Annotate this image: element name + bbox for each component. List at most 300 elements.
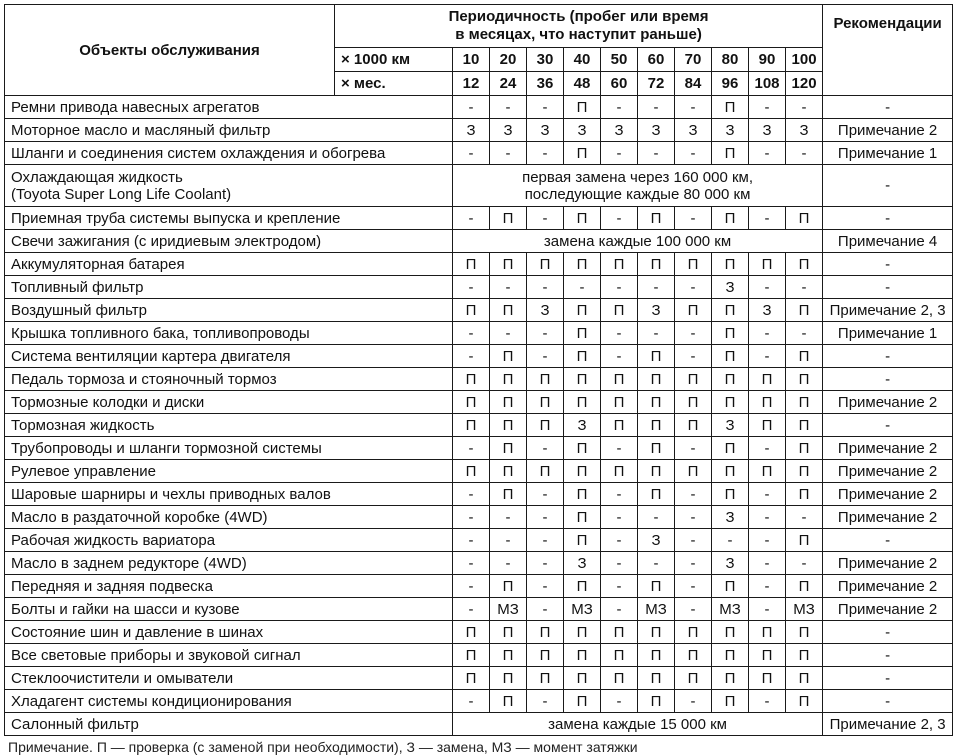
schedule-cell: З	[712, 506, 749, 529]
schedule-cell: П	[712, 391, 749, 414]
schedule-cell: П	[638, 690, 675, 713]
schedule-cell: П	[490, 690, 527, 713]
schedule-cell: П	[564, 690, 601, 713]
table-row	[5, 667, 953, 690]
schedule-cell: З	[675, 119, 712, 142]
schedule-cell: П	[453, 644, 490, 667]
table-row	[5, 690, 953, 713]
table-row	[5, 598, 953, 621]
schedule-cell: П	[786, 621, 823, 644]
row-object-name	[5, 690, 453, 713]
km-40: 40	[564, 48, 601, 72]
row-recommendation: -	[823, 414, 953, 437]
row-object-name	[5, 713, 453, 736]
row-object-name	[5, 345, 453, 368]
schedule-cell: -	[453, 529, 490, 552]
schedule-cell: П	[712, 207, 749, 230]
schedule-cell: З	[564, 414, 601, 437]
schedule-cell: П	[638, 414, 675, 437]
table-row	[5, 552, 953, 575]
schedule-cell: -	[749, 322, 786, 345]
row-object-name	[5, 207, 453, 230]
schedule-cell: МЗ	[490, 598, 527, 621]
row-object-label: Рулевое управление	[11, 462, 156, 480]
km-50: 50	[601, 48, 638, 72]
schedule-cell: -	[453, 598, 490, 621]
schedule-cell: П	[490, 621, 527, 644]
row-object-name	[5, 299, 453, 322]
months-48: 48	[564, 72, 601, 96]
schedule-cell: -	[601, 322, 638, 345]
schedule-cell: -	[527, 690, 564, 713]
schedule-cell: П	[749, 391, 786, 414]
schedule-cell: -	[675, 276, 712, 299]
schedule-cell: П	[638, 621, 675, 644]
schedule-cell: П	[564, 253, 601, 276]
schedule-cell: П	[564, 322, 601, 345]
schedule-cell: -	[786, 506, 823, 529]
schedule-cell: П	[564, 96, 601, 119]
schedule-cell: П	[638, 207, 675, 230]
km-70: 70	[675, 48, 712, 72]
schedule-cell: -	[638, 142, 675, 165]
schedule-cell: МЗ	[638, 598, 675, 621]
schedule-cell: З	[527, 119, 564, 142]
schedule-cell: П	[490, 644, 527, 667]
schedule-cell: -	[527, 96, 564, 119]
schedule-cell: П	[564, 667, 601, 690]
schedule-cell: П	[453, 667, 490, 690]
row-recommendation: -	[823, 96, 953, 119]
schedule-cell: -	[675, 529, 712, 552]
schedule-cell: П	[749, 414, 786, 437]
schedule-cell: П	[786, 529, 823, 552]
schedule-cell: П	[638, 345, 675, 368]
maintenance-schedule	[4, 4, 953, 736]
row-recommendation: -	[823, 345, 953, 368]
table-row	[5, 575, 953, 598]
schedule-cell: -	[749, 142, 786, 165]
row-recommendation: -	[823, 207, 953, 230]
table-row	[5, 142, 953, 165]
months-60: 60	[601, 72, 638, 96]
schedule-cell: П	[786, 667, 823, 690]
row-recommendation: -	[823, 253, 953, 276]
schedule-cell: -	[749, 276, 786, 299]
schedule-cell: П	[675, 391, 712, 414]
schedule-cell: П	[712, 644, 749, 667]
schedule-cell: П	[453, 621, 490, 644]
schedule-cell: -	[527, 207, 564, 230]
table-row	[5, 345, 953, 368]
row-recommendation: Примечание 2	[823, 483, 953, 506]
schedule-cell: П	[527, 667, 564, 690]
months-96: 96	[712, 72, 749, 96]
schedule-cell: З	[749, 119, 786, 142]
schedule-cell: -	[490, 322, 527, 345]
schedule-cell: -	[601, 575, 638, 598]
row-object-label: Трубопроводы и шланги тормозной системы	[11, 439, 322, 457]
schedule-cell: -	[453, 552, 490, 575]
table-row	[5, 437, 953, 460]
schedule-cell: П	[453, 460, 490, 483]
schedule-cell: П	[712, 437, 749, 460]
schedule-cell: П	[564, 644, 601, 667]
row-object-label: Хладагент системы кондиционирования	[11, 692, 292, 710]
header-recommendations: Рекомендации	[823, 5, 953, 96]
schedule-cell: МЗ	[786, 598, 823, 621]
schedule-cell: З	[638, 299, 675, 322]
schedule-cell: -	[749, 483, 786, 506]
schedule-cell: -	[453, 575, 490, 598]
row-recommendation: -	[823, 165, 953, 207]
table-row	[5, 253, 953, 276]
schedule-cell: -	[786, 96, 823, 119]
schedule-cell: -	[675, 207, 712, 230]
km-60: 60	[638, 48, 675, 72]
row-object-label: Все световые приборы и звуковой сигнал	[11, 646, 301, 664]
months-72: 72	[638, 72, 675, 96]
schedule-cell: -	[453, 437, 490, 460]
schedule-cell: З	[712, 119, 749, 142]
schedule-cell: -	[453, 506, 490, 529]
schedule-cell: П	[564, 142, 601, 165]
schedule-cell: П	[786, 575, 823, 598]
schedule-cell: П	[490, 437, 527, 460]
table-row	[5, 529, 953, 552]
schedule-cell: П	[675, 253, 712, 276]
schedule-cell: П	[786, 414, 823, 437]
table-row	[5, 299, 953, 322]
schedule-cell: П	[786, 391, 823, 414]
schedule-cell: -	[675, 437, 712, 460]
row-object-name	[5, 230, 453, 253]
schedule-cell: П	[453, 368, 490, 391]
schedule-cell: П	[601, 299, 638, 322]
row-object-name	[5, 322, 453, 345]
row-recommendation: Примечание 2	[823, 598, 953, 621]
row-recommendation: -	[823, 276, 953, 299]
row-object-name	[5, 460, 453, 483]
km-label: × 1000 км	[335, 48, 453, 72]
schedule-cell: З	[712, 276, 749, 299]
row-recommendation: Примечание 2, 3	[823, 299, 953, 322]
km-20: 20	[490, 48, 527, 72]
row-object-label: Тормозные колодки и диски	[11, 393, 205, 411]
schedule-cell: З	[712, 414, 749, 437]
km-80: 80	[712, 48, 749, 72]
schedule-cell: -	[749, 598, 786, 621]
row-object-name	[5, 276, 453, 299]
row-object-name	[5, 142, 453, 165]
schedule-cell: П	[527, 460, 564, 483]
row-recommendation: -	[823, 529, 953, 552]
schedule-cell: П	[638, 368, 675, 391]
row-object-name	[5, 667, 453, 690]
schedule-cell: П	[453, 299, 490, 322]
schedule-cell: П	[490, 345, 527, 368]
row-object-name	[5, 621, 453, 644]
row-object-name	[5, 391, 453, 414]
schedule-cell: З	[601, 119, 638, 142]
schedule-cell: -	[675, 506, 712, 529]
schedule-cell: П	[638, 253, 675, 276]
schedule-cell: П	[527, 368, 564, 391]
schedule-cell: -	[490, 96, 527, 119]
table-row	[5, 621, 953, 644]
row-object-label: Топливный фильтр	[11, 278, 144, 296]
months-84: 84	[675, 72, 712, 96]
row-object-name	[5, 644, 453, 667]
row-object-name	[5, 253, 453, 276]
schedule-cell: -	[601, 345, 638, 368]
schedule-cell: -	[675, 552, 712, 575]
km-90: 90	[749, 48, 786, 72]
maintenance-table	[4, 4, 953, 736]
schedule-cell: П	[490, 207, 527, 230]
schedule-cell: П	[749, 253, 786, 276]
table-row	[5, 368, 953, 391]
schedule-cell: -	[749, 690, 786, 713]
schedule-cell: П	[564, 460, 601, 483]
schedule-cell: З	[453, 119, 490, 142]
schedule-cell: П	[601, 667, 638, 690]
schedule-cell: П	[490, 253, 527, 276]
schedule-cell: П	[675, 299, 712, 322]
row-object-label: Шаровые шарниры и чехлы приводных валов	[11, 485, 331, 503]
table-row	[5, 391, 953, 414]
schedule-cell: -	[749, 552, 786, 575]
schedule-cell: -	[749, 437, 786, 460]
schedule-cell: П	[564, 575, 601, 598]
schedule-cell: П	[453, 391, 490, 414]
row-recommendation: Примечание 1	[823, 322, 953, 345]
schedule-cell: -	[453, 276, 490, 299]
schedule-cell: П	[527, 644, 564, 667]
schedule-cell: -	[638, 96, 675, 119]
row-object-name	[5, 414, 453, 437]
schedule-cell: П	[564, 437, 601, 460]
months-36: 36	[527, 72, 564, 96]
schedule-cell: -	[453, 96, 490, 119]
schedule-cell: -	[527, 142, 564, 165]
row-object-label: Крышка топливного бака, топливопроводы	[11, 324, 310, 342]
interval-note-line1: замена каждые 100 000 км	[543, 232, 732, 250]
row-object-label: Шланги и соединения систем охлаждения и обогрева	[11, 144, 386, 162]
table-row	[5, 460, 953, 483]
schedule-cell: П	[675, 667, 712, 690]
row-recommendation: Примечание 2	[823, 119, 953, 142]
schedule-cell: -	[453, 690, 490, 713]
schedule-cell: П	[601, 460, 638, 483]
table-row	[5, 713, 953, 736]
schedule-cell: П	[601, 644, 638, 667]
header-periodicity-line1: Периодичность (пробег или время	[448, 8, 709, 25]
schedule-cell: -	[564, 276, 601, 299]
schedule-cell: П	[490, 483, 527, 506]
schedule-cell: П	[712, 368, 749, 391]
schedule-cell: З	[564, 552, 601, 575]
schedule-cell: З	[786, 119, 823, 142]
schedule-cell: -	[453, 142, 490, 165]
schedule-cell: П	[675, 368, 712, 391]
row-recommendation: Примечание 2	[823, 437, 953, 460]
table-row	[5, 644, 953, 667]
schedule-cell: П	[638, 483, 675, 506]
row-object-label: Приемная труба системы выпуска и крепление	[11, 209, 341, 227]
footnote: Примечание. П — проверка (с заменой при необходимости), З — замена, МЗ — момент затяжки	[8, 739, 638, 755]
schedule-cell: П	[712, 253, 749, 276]
schedule-cell: -	[675, 575, 712, 598]
schedule-cell: -	[638, 506, 675, 529]
schedule-cell: -	[490, 142, 527, 165]
schedule-cell: З	[712, 552, 749, 575]
row-object-label-2: (Toyota Super Long Life Coolant)	[11, 185, 232, 203]
row-recommendation: -	[823, 621, 953, 644]
schedule-cell: -	[749, 96, 786, 119]
row-recommendation: -	[823, 368, 953, 391]
header-objects: Объекты обслуживания	[5, 5, 335, 96]
schedule-cell: -	[527, 276, 564, 299]
row-object-label: Охлаждающая жидкость	[11, 168, 183, 186]
schedule-cell: З	[638, 529, 675, 552]
row-recommendation: Примечание 2	[823, 391, 953, 414]
schedule-cell: П	[786, 437, 823, 460]
row-object-label: Аккумуляторная батарея	[11, 255, 185, 273]
row-recommendation: -	[823, 644, 953, 667]
schedule-cell: МЗ	[712, 598, 749, 621]
row-object-name	[5, 368, 453, 391]
schedule-cell: П	[564, 345, 601, 368]
schedule-cell: П	[564, 506, 601, 529]
row-object-label: Моторное масло и масляный фильтр	[11, 121, 271, 139]
row-recommendation: Примечание 2	[823, 575, 953, 598]
schedule-cell: П	[749, 368, 786, 391]
schedule-cell: П	[786, 460, 823, 483]
schedule-cell: П	[490, 414, 527, 437]
row-interval-note	[453, 713, 823, 736]
row-recommendation: Примечание 2	[823, 552, 953, 575]
schedule-cell: П	[564, 368, 601, 391]
table-row	[5, 230, 953, 253]
row-object-label: Ремни привода навесных агрегатов	[11, 98, 260, 116]
header-row-1	[5, 5, 953, 48]
schedule-cell: -	[638, 322, 675, 345]
table-row	[5, 414, 953, 437]
row-object-name	[5, 552, 453, 575]
schedule-cell: -	[490, 276, 527, 299]
table-row	[5, 119, 953, 142]
schedule-cell: -	[490, 552, 527, 575]
table-row	[5, 276, 953, 299]
schedule-cell: -	[601, 207, 638, 230]
schedule-cell: -	[675, 96, 712, 119]
km-30: 30	[527, 48, 564, 72]
row-object-label: Педаль тормоза и стояночный тормоз	[11, 370, 277, 388]
schedule-cell: П	[601, 621, 638, 644]
row-object-label: Масло в раздаточной коробке (4WD)	[11, 508, 268, 526]
schedule-cell: П	[675, 460, 712, 483]
row-object-label: Салонный фильтр	[11, 715, 139, 733]
schedule-cell: П	[712, 667, 749, 690]
row-object-name	[5, 437, 453, 460]
row-object-name	[5, 529, 453, 552]
schedule-cell: П	[490, 368, 527, 391]
schedule-cell: -	[527, 483, 564, 506]
schedule-cell: -	[527, 506, 564, 529]
schedule-cell: -	[638, 276, 675, 299]
table-row	[5, 96, 953, 119]
schedule-cell: З	[749, 299, 786, 322]
schedule-cell: -	[527, 575, 564, 598]
schedule-cell: П	[712, 96, 749, 119]
row-object-label: Масло в заднем редукторе (4WD)	[11, 554, 247, 572]
schedule-cell: П	[786, 299, 823, 322]
row-object-label: Система вентиляции картера двигателя	[11, 347, 291, 365]
schedule-cell: П	[527, 414, 564, 437]
table-row	[5, 322, 953, 345]
schedule-cell: П	[490, 299, 527, 322]
schedule-cell: -	[453, 322, 490, 345]
header-periodicity-line2: в месяцах, что наступит раньше)	[455, 26, 702, 43]
schedule-cell: П	[490, 391, 527, 414]
schedule-cell: П	[712, 299, 749, 322]
table-row	[5, 506, 953, 529]
schedule-cell: П	[490, 667, 527, 690]
row-object-label: Стеклоочистители и омыватели	[11, 669, 234, 687]
schedule-cell: -	[527, 437, 564, 460]
schedule-cell: -	[749, 506, 786, 529]
schedule-cell: П	[453, 253, 490, 276]
km-10: 10	[453, 48, 490, 72]
schedule-cell: -	[749, 345, 786, 368]
table-row	[5, 483, 953, 506]
schedule-cell: -	[601, 483, 638, 506]
row-object-label: Болты и гайки на шасси и кузове	[11, 600, 240, 618]
row-object-name	[5, 96, 453, 119]
schedule-cell: П	[749, 667, 786, 690]
schedule-cell: П	[786, 483, 823, 506]
schedule-cell: П	[601, 391, 638, 414]
schedule-cell: П	[601, 414, 638, 437]
km-100: 100	[786, 48, 823, 72]
row-recommendation: -	[823, 690, 953, 713]
schedule-cell: -	[601, 690, 638, 713]
schedule-cell: П	[638, 437, 675, 460]
schedule-cell: П	[527, 621, 564, 644]
schedule-cell: П	[786, 253, 823, 276]
schedule-cell: -	[601, 96, 638, 119]
schedule-cell: П	[564, 391, 601, 414]
row-recommendation: Примечание 1	[823, 142, 953, 165]
schedule-cell: П	[675, 621, 712, 644]
schedule-cell: П	[564, 299, 601, 322]
schedule-cell: П	[712, 483, 749, 506]
schedule-cell: -	[527, 529, 564, 552]
schedule-cell: П	[490, 460, 527, 483]
months-108: 108	[749, 72, 786, 96]
schedule-cell: З	[490, 119, 527, 142]
schedule-cell: П	[527, 253, 564, 276]
row-object-name	[5, 483, 453, 506]
row-recommendation: Примечание 2	[823, 460, 953, 483]
interval-note-line1: первая замена через 160 000 км,	[522, 168, 753, 186]
table-body	[5, 5, 953, 736]
schedule-cell: П	[712, 345, 749, 368]
schedule-cell: П	[786, 644, 823, 667]
schedule-cell: -	[453, 345, 490, 368]
schedule-cell: -	[453, 483, 490, 506]
